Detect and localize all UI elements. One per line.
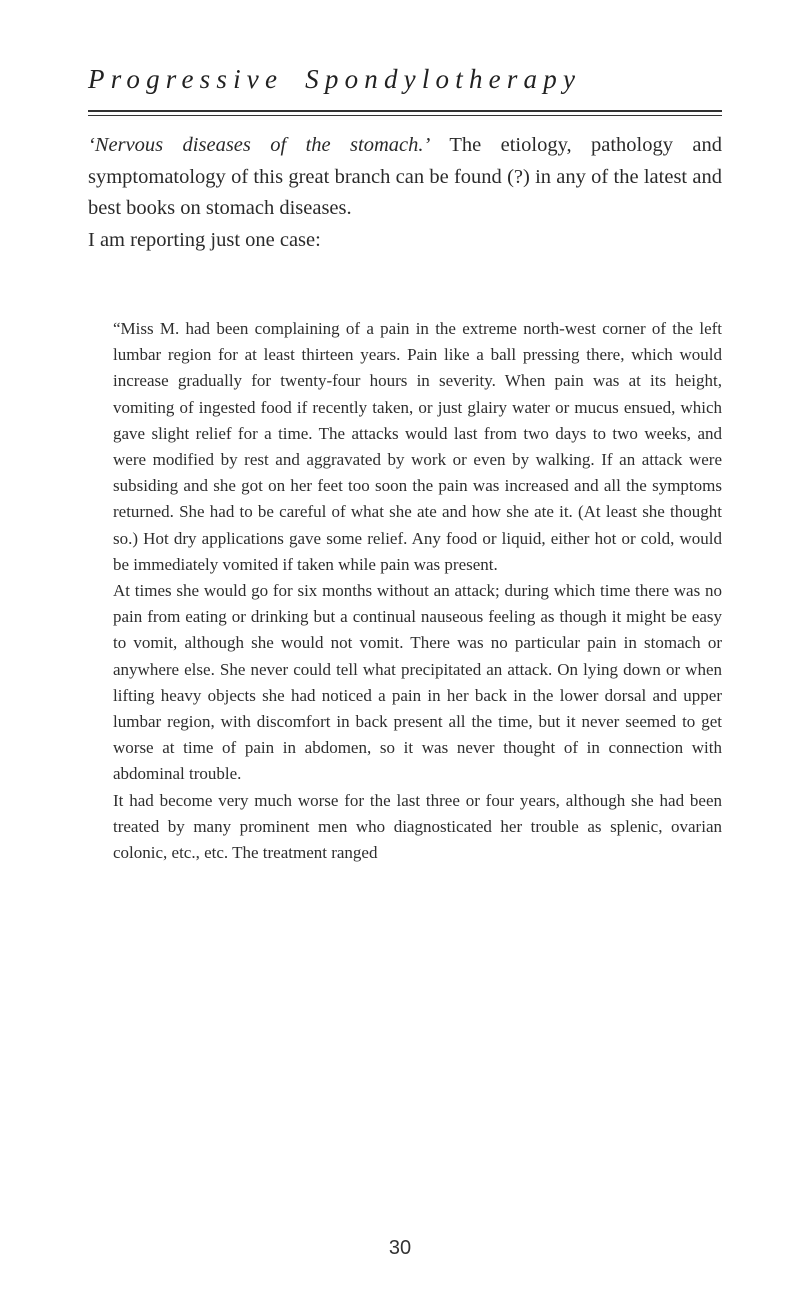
running-head-word-1: Progressive: [88, 64, 284, 94]
intro-paragraph: [88, 130, 722, 225]
header-rule-thin: [88, 115, 722, 116]
intro-paragraph-text: The etiology, pathology and symptomatology of this great branch can be found (?) in any of the latest and best books on stomach diseases.: [88, 134, 722, 219]
page-number: 30: [388, 1237, 412, 1259]
quote-paragraph-3: It had become very much worse for the last three or four years, although she had been treated by many prominent men who diagnosticated her trouble as splenic, ovarian colonic, etc., etc. The treatment ranged: [113, 790, 722, 863]
quote-paragraph-1: “Miss M. had been complaining of a pain in the extreme north-west corner of the left lumbar region for at least thirteen years. Pain like a ball pressing there, which would increase gradually for twenty-four hours in severity. When pain was at its height, vomiting of ingested food if recently taken, or just glairy water or mucus ensued, which gave slight relief for a time. The attacks would last from two days to two weeks, and were modified by rest and aggravated by work or even by walking. If an attack were subsiding and she got on her feet too soon the pain was increased and all the symptoms returned. She had to be careful of what she ate and how she ate it. (At least she thought so.) Hot dry applications gave some relief. Any food or liquid, either hot or cold, would be immediately vomited if taken while pain was present.: [113, 319, 722, 574]
intro-italic-title: ‘Nervous diseases of the stomach.’: [88, 134, 431, 156]
running-head-word-2: Spondylotherapy: [305, 64, 582, 94]
quote-paragraph-2: At times she would go for six months without an attack; during which time there was no pain from eating or drinking but a continual nauseous feeling as though it might be easy to vomit, although she would not vomit. There was no particular pain in stomach or anywhere else. She never could tell what precipitated an attack. On lying down or when lifting heavy objects she had noticed a pain in her back in the lower dorsal and upper lumbar region, with discomfort in back present all the time, but it never seemed to get worse at time of pain in abdomen, so it was never thought of in connection with abdominal trouble.: [113, 581, 722, 784]
report-line: I am reporting just one case:: [88, 228, 321, 251]
header-rule-thick: [88, 110, 722, 112]
running-head: [88, 64, 738, 95]
case-quotation: [113, 316, 722, 866]
intro-text: [88, 130, 722, 256]
